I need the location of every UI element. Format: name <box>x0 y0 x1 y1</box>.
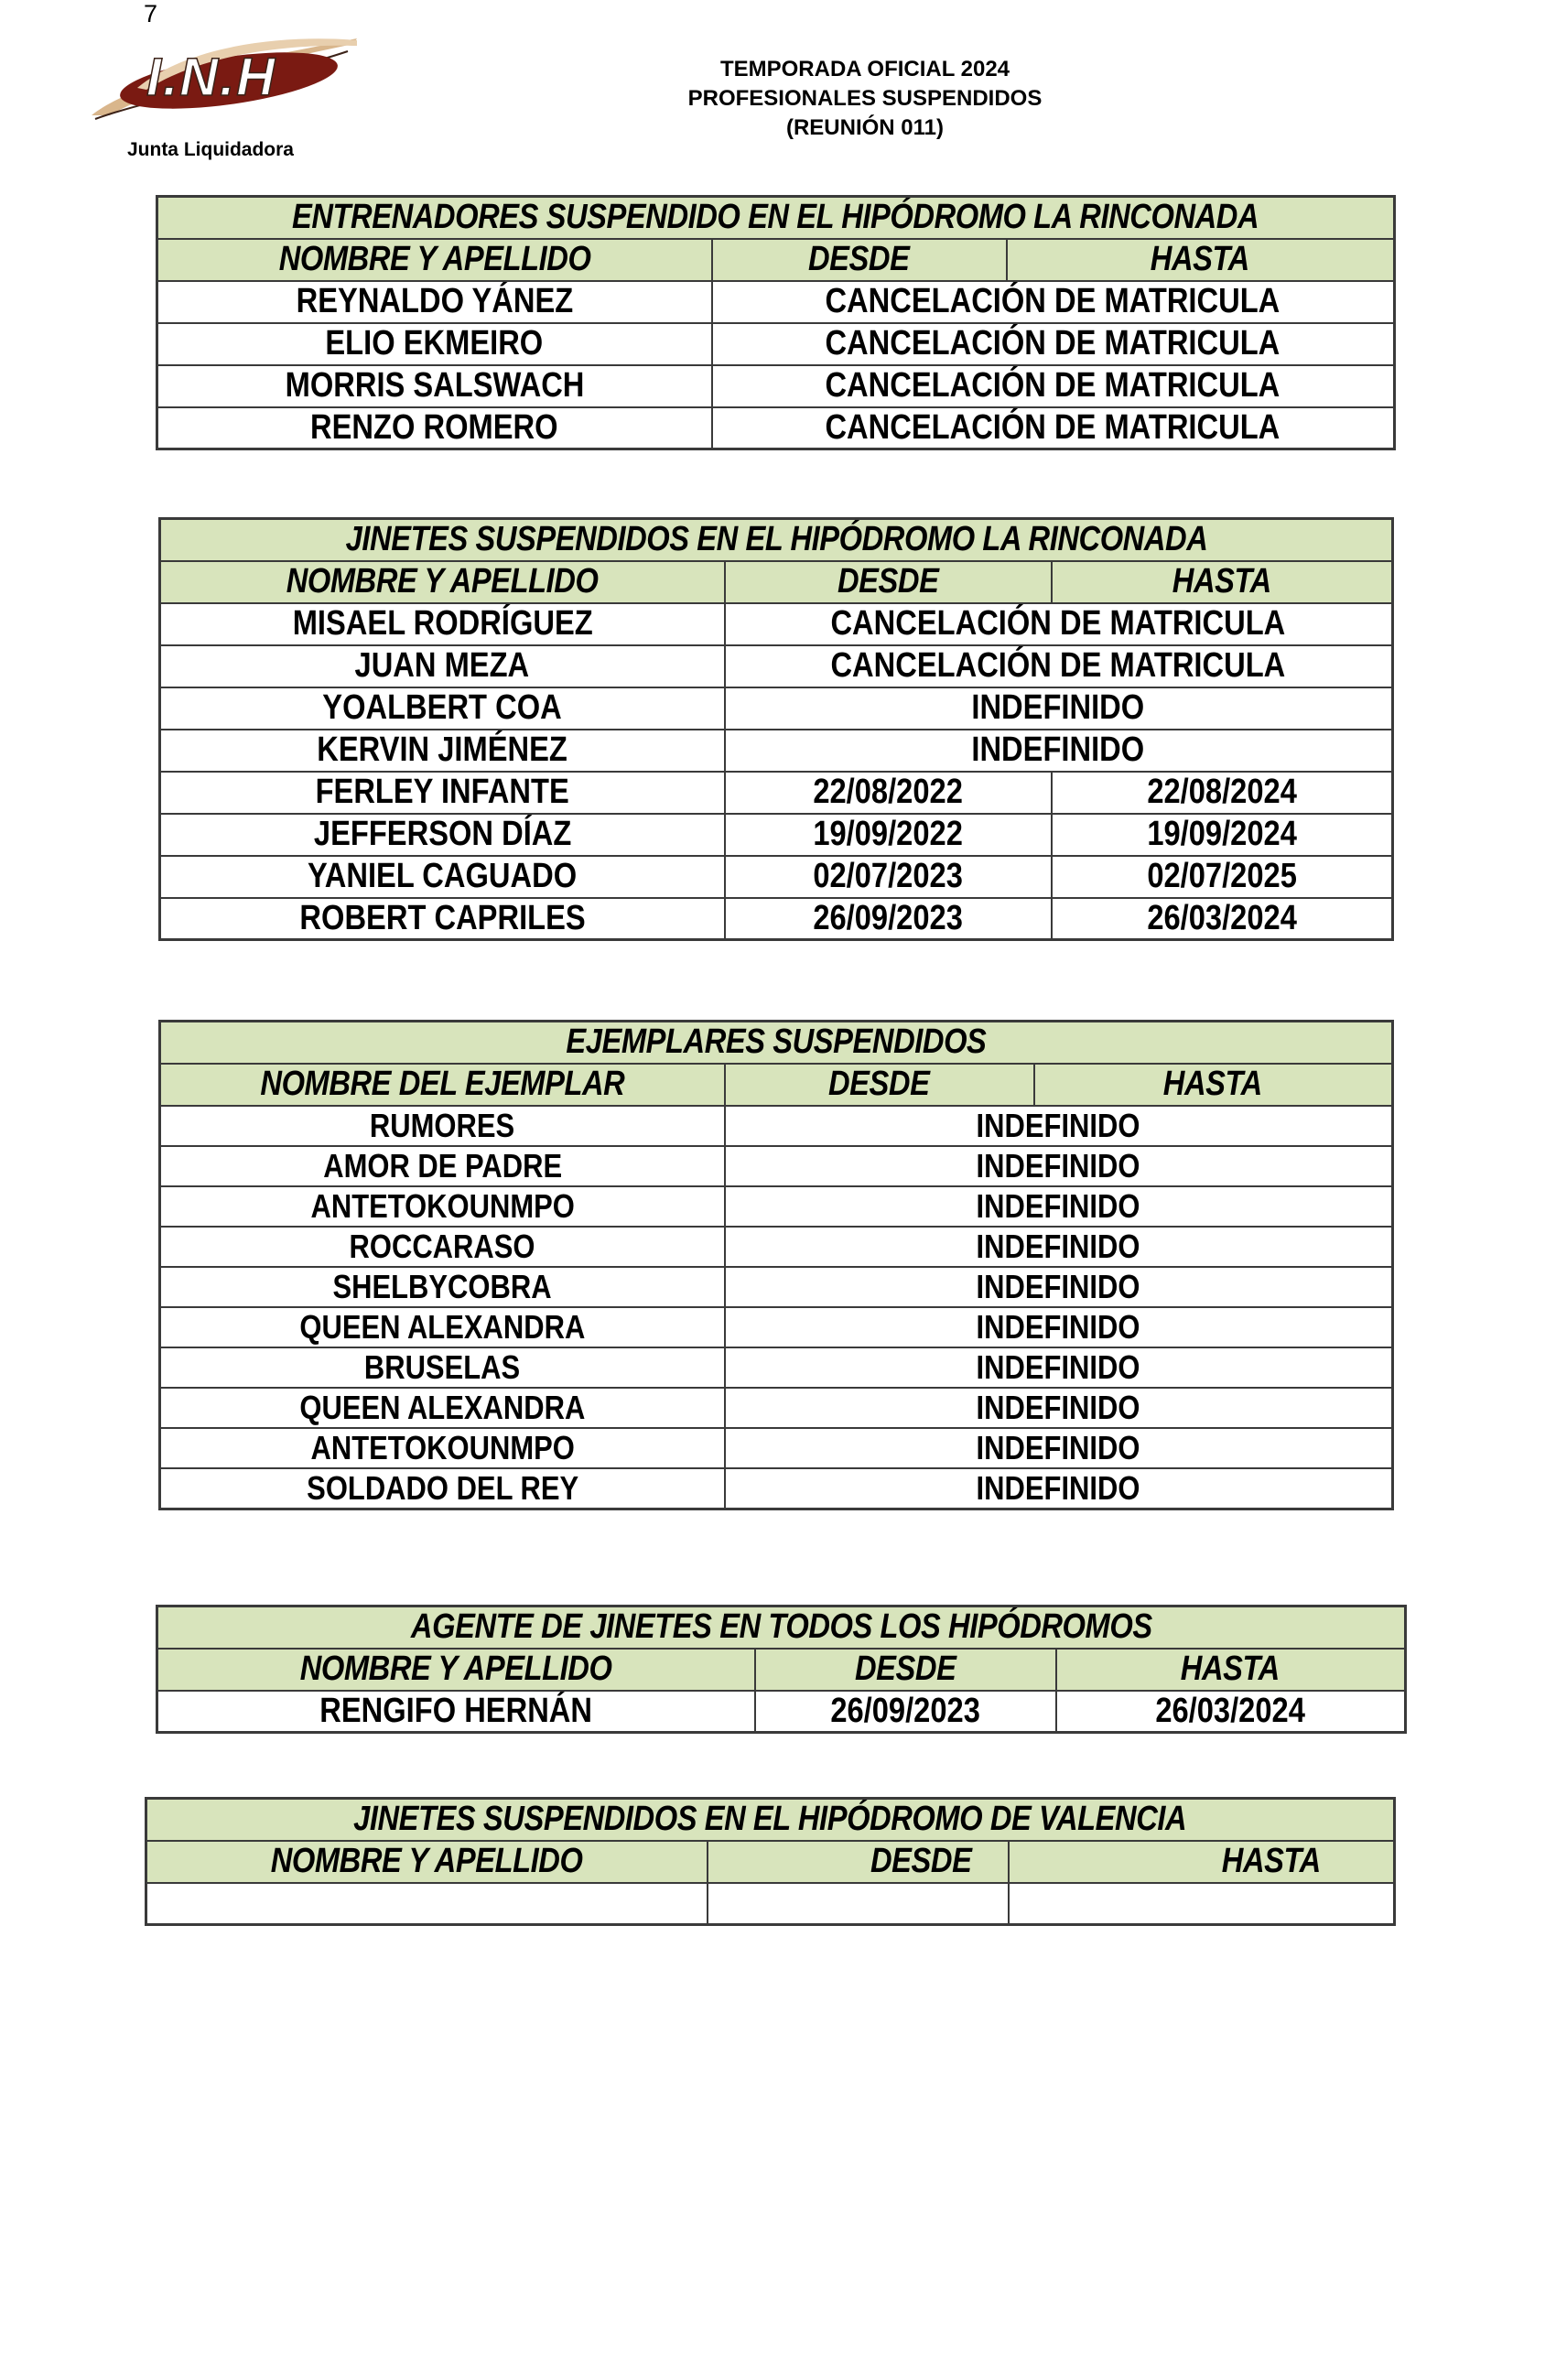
document-title <box>590 55 1140 143</box>
name-cell: YANIEL CAGUADO <box>160 856 725 898</box>
status-cell: CANCELACIÓN DE MATRICULA <box>712 323 1395 365</box>
name-cell: ROCCARASO <box>160 1227 725 1267</box>
status-cell: INDEFINIDO <box>725 1388 1393 1428</box>
name-cell: MISAEL RODRÍGUEZ <box>160 603 725 645</box>
column-header-name: NOMBRE Y APELLIDO <box>146 1841 708 1883</box>
column-header-desde: DESDE <box>712 239 1007 281</box>
column-header-hasta: HASTA <box>1056 1649 1406 1691</box>
table-row <box>157 281 1395 323</box>
name-cell: ROBERT CAPRILES <box>160 898 725 940</box>
jockeys-rinconada-table <box>158 517 1394 941</box>
table-row <box>160 856 1393 898</box>
table-row <box>160 772 1393 814</box>
desde-cell: 22/08/2022 <box>725 772 1052 814</box>
status-cell: INDEFINIDO <box>725 1106 1393 1146</box>
inh-logo <box>82 24 366 126</box>
name-cell: SHELBYCOBRA <box>160 1267 725 1307</box>
name-cell: JEFFERSON DÍAZ <box>160 814 725 856</box>
table-row <box>160 645 1393 687</box>
table-title: AGENTE DE JINETES EN TODOS LOS HIPÓDROMOS <box>157 1606 1406 1649</box>
column-header-name: NOMBRE Y APELLIDO <box>157 239 712 281</box>
status-cell: CANCELACIÓN DE MATRICULA <box>712 365 1395 407</box>
table-title: EJEMPLARES SUSPENDIDOS <box>160 1022 1393 1064</box>
column-header-desde: DESDE <box>725 561 1052 603</box>
status-cell: CANCELACIÓN DE MATRICULA <box>725 603 1393 645</box>
title-line-2: PROFESIONALES SUSPENDIDOS <box>687 86 1043 111</box>
name-cell: MORRIS SALSWACH <box>157 365 712 407</box>
name-cell: QUEEN ALEXANDRA <box>160 1388 725 1428</box>
column-header-hasta: HASTA <box>1052 561 1393 603</box>
name-cell: SOLDADO DEL REY <box>160 1468 725 1509</box>
column-header-hasta: HASTA <box>1034 1064 1393 1106</box>
table-row <box>160 1186 1393 1227</box>
name-cell: AMOR DE PADRE <box>160 1146 725 1186</box>
column-header-name: NOMBRE Y APELLIDO <box>160 561 725 603</box>
name-cell: ELIO EKMEIRO <box>157 323 712 365</box>
desde-cell: 02/07/2023 <box>725 856 1052 898</box>
name-cell: ANTETOKOUNMPO <box>160 1428 725 1468</box>
table-row <box>160 1267 1393 1307</box>
name-cell: QUEEN ALEXANDRA <box>160 1307 725 1347</box>
name-cell: REYNALDO YÁNEZ <box>157 281 712 323</box>
hasta-cell: 19/09/2024 <box>1052 814 1393 856</box>
page-number: 7 <box>144 0 158 27</box>
name-cell: RUMORES <box>160 1106 725 1146</box>
status-cell: INDEFINIDO <box>725 1347 1393 1388</box>
name-cell: FERLEY INFANTE <box>160 772 725 814</box>
table-title: JINETES SUSPENDIDOS EN EL HIPÓDROMO LA RINCONADA <box>160 519 1393 561</box>
name-cell: KERVIN JIMÉNEZ <box>160 730 725 772</box>
title-line-3: (REUNIÓN 011) <box>785 115 945 140</box>
table-row <box>146 1883 1395 1925</box>
table-row <box>157 365 1395 407</box>
name-cell: ANTETOKOUNMPO <box>160 1186 725 1227</box>
status-cell: INDEFINIDO <box>725 1146 1393 1186</box>
status-cell: CANCELACIÓN DE MATRICULA <box>725 645 1393 687</box>
table-row <box>157 407 1395 449</box>
status-cell: INDEFINIDO <box>725 1307 1393 1347</box>
table-row <box>160 1307 1393 1347</box>
name-cell: RENGIFO HERNÁN <box>157 1691 755 1733</box>
column-header-name: NOMBRE Y APELLIDO <box>157 1649 755 1691</box>
table-row <box>160 1347 1393 1388</box>
status-cell: INDEFINIDO <box>725 1267 1393 1307</box>
logo-letters: I.N.H <box>146 48 277 107</box>
name-cell: YOALBERT COA <box>160 687 725 730</box>
status-cell: INDEFINIDO <box>725 1186 1393 1227</box>
status-cell: INDEFINIDO <box>725 687 1393 730</box>
desde-cell <box>708 1883 1009 1925</box>
desde-cell: 19/09/2022 <box>725 814 1052 856</box>
table-row <box>160 814 1393 856</box>
hasta-cell: 02/07/2025 <box>1052 856 1393 898</box>
table-row <box>157 323 1395 365</box>
trainers-table <box>156 195 1396 450</box>
table-row <box>160 1146 1393 1186</box>
status-cell: INDEFINIDO <box>725 730 1393 772</box>
desde-cell: 26/09/2023 <box>725 898 1052 940</box>
table-row <box>160 1388 1393 1428</box>
hasta-cell: 22/08/2024 <box>1052 772 1393 814</box>
status-cell: CANCELACIÓN DE MATRICULA <box>712 407 1395 449</box>
status-cell: INDEFINIDO <box>725 1428 1393 1468</box>
hasta-cell: 26/03/2024 <box>1056 1691 1406 1733</box>
column-header-hasta: HASTA <box>1009 1841 1395 1883</box>
table-row <box>160 1106 1393 1146</box>
hasta-cell <box>1009 1883 1395 1925</box>
jockeys-valencia-table <box>145 1797 1396 1926</box>
status-cell: INDEFINIDO <box>725 1227 1393 1267</box>
column-header-hasta: HASTA <box>1007 239 1395 281</box>
agents-table <box>156 1605 1407 1734</box>
horses-table <box>158 1020 1394 1510</box>
column-header-desde: DESDE <box>708 1841 1009 1883</box>
table-row <box>157 1691 1406 1733</box>
table-row <box>160 687 1393 730</box>
status-cell: CANCELACIÓN DE MATRICULA <box>712 281 1395 323</box>
hasta-cell: 26/03/2024 <box>1052 898 1393 940</box>
column-header-desde: DESDE <box>725 1064 1034 1106</box>
desde-cell: 26/09/2023 <box>755 1691 1056 1733</box>
table-row <box>160 1428 1393 1468</box>
title-line-1: TEMPORADA OFICIAL 2024 <box>719 57 1010 81</box>
table-title: ENTRENADORES SUSPENDIDO EN EL HIPÓDROMO LA RINCONADA <box>157 197 1395 239</box>
table-row <box>160 603 1393 645</box>
name-cell: JUAN MEZA <box>160 645 725 687</box>
organization-name: Junta Liquidadora <box>126 139 294 160</box>
table-row <box>160 730 1393 772</box>
name-cell <box>146 1883 708 1925</box>
name-cell: RENZO ROMERO <box>157 407 712 449</box>
status-cell: INDEFINIDO <box>725 1468 1393 1509</box>
column-header-desde: DESDE <box>755 1649 1056 1691</box>
column-header-name: NOMBRE DEL EJEMPLAR <box>160 1064 725 1106</box>
table-row <box>160 1227 1393 1267</box>
table-row <box>160 1468 1393 1509</box>
name-cell: BRUSELAS <box>160 1347 725 1388</box>
table-title: JINETES SUSPENDIDOS EN EL HIPÓDROMO DE VALENCIA <box>146 1799 1395 1841</box>
table-row <box>160 898 1393 940</box>
